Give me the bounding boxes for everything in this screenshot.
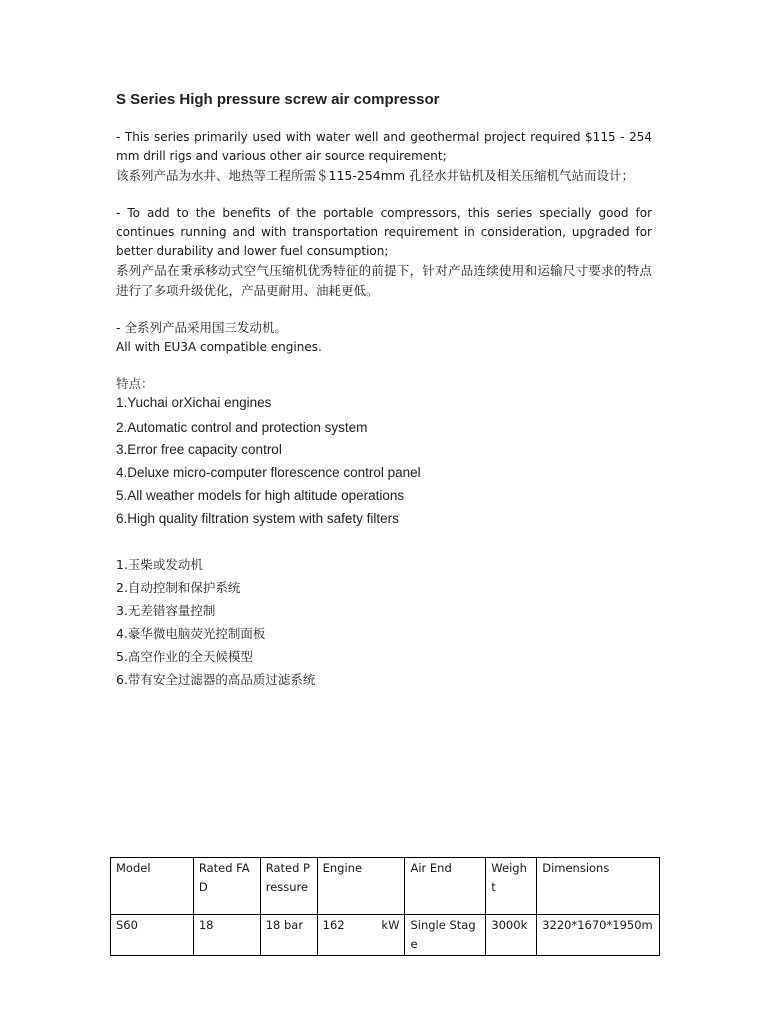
intro-p1-english: - This series primarily used with water well and geothermal project required $115 - 254 mm drill rigs and various other air source requirement; (116, 130, 652, 163)
header-rated-fad: Rated FAD (193, 858, 260, 915)
feature-cn-3: 3.无差错容量控制 (116, 603, 216, 618)
features-heading: 特点： (116, 376, 154, 391)
intro-p2-english: - To add to the benefits of the portable compressors, this series specially good for continues running and with transportation requirement in consideration, upgraded for better durability and lower fuel consumption; (116, 206, 652, 258)
cell-weight: 3000k (486, 915, 537, 956)
intro-p1-chinese: 该系列产品为水井、地热等工程所需＄115-254mm 孔径水井钻机及相关压缩机气站而设计； (116, 168, 635, 183)
cell-model: S60 (111, 915, 194, 956)
feature-cn-5: 5.高空作业的全天候模型 (116, 649, 253, 664)
cell-engine-unit: kW (381, 918, 400, 932)
intro-paragraph-1 (116, 128, 652, 186)
feature-cn-4: 4.豪华微电脑荧光控制面板 (116, 626, 266, 641)
specification-table (110, 857, 660, 956)
feature-en-5: 5.All weather models for high altitude operations (116, 488, 405, 503)
feature-cn-6: 6.带有安全过滤器的高品质过滤系统 (116, 672, 316, 687)
feature-cn-1: 1.玉柴或发动机 (116, 557, 203, 572)
feature-en-2: 2.Automatic control and protection system (116, 420, 368, 435)
intro-p2-chinese: 系列产品在秉承移动式空气压缩机优秀特征的前提下，针对产品连续使用和运输尺寸要求的特点进行了多项升级优化，产品更耐用、油耗更低。 (116, 263, 652, 298)
feature-en-1: 1.Yuchai orXichai engines (116, 395, 272, 410)
cell-rated-pressure: 18 bar (260, 915, 317, 956)
intro-paragraph-3 (116, 318, 652, 357)
cell-rated-fad: 18 (193, 915, 260, 956)
feature-en-4: 4.Deluxe micro-computer florescence control panel (116, 465, 421, 480)
feature-en-6: 6.High quality filtration system with safety filters (116, 511, 399, 526)
cell-engine (317, 915, 405, 956)
header-engine: Engine (317, 858, 405, 915)
intro-paragraph-2 (116, 204, 652, 301)
page-title: S Series High pressure screw air compressor (116, 91, 440, 108)
cell-dimensions: 3220*1670*1950m (537, 915, 660, 956)
feature-cn-2: 2.自动控制和保护系统 (116, 580, 241, 595)
table-row (111, 915, 660, 956)
header-weight: Weight (486, 858, 537, 915)
cell-air-end: Single Stage (405, 915, 486, 956)
header-rated-pressure: Rated Pressure (260, 858, 317, 915)
header-model: Model (111, 858, 194, 915)
intro-p3-chinese: - 全系列产品采用国三发动机。 (116, 320, 287, 335)
cell-engine-value: 162 (322, 918, 345, 932)
intro-p3-english: All with EU3A compatible engines. (116, 340, 322, 354)
table-header-row (111, 858, 660, 915)
header-dimensions: Dimensions (537, 858, 660, 915)
feature-en-3: 3.Error free capacity control (116, 442, 282, 457)
header-air-end: Air End (405, 858, 486, 915)
